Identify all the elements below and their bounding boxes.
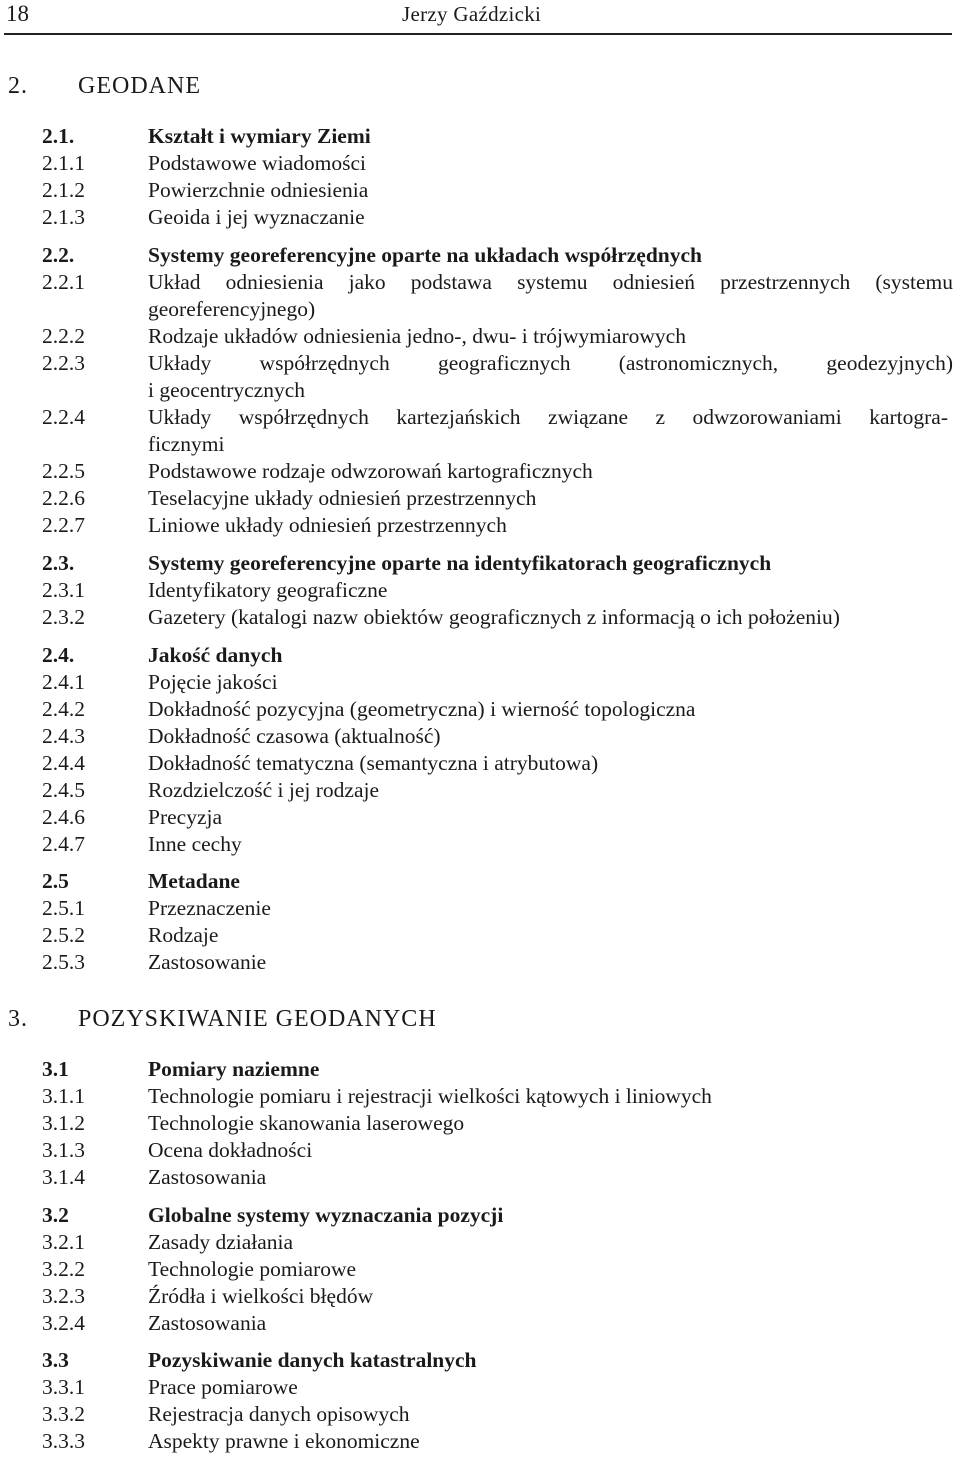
toc-title: Liniowe układy odniesień przestrzennych: [148, 513, 507, 537]
toc-number: 2.4.6: [42, 805, 85, 829]
toc-title: Źródła i wielkości błędów: [148, 1284, 374, 1308]
toc-title-continuation: ficznymi: [148, 432, 225, 456]
toc-number: 2.5.1: [42, 896, 85, 920]
toc-title: Teselacyjne układy odniesień przestrzennych: [148, 486, 537, 510]
toc-number: 2.1.1: [42, 151, 85, 175]
toc-title-continuation: georeferencyjnego): [148, 297, 316, 321]
toc-title: Gazetery (katalogi nazw obiektów geograficznych z informacją o ich położeniu): [148, 605, 840, 629]
toc-title: Technologie pomiarowe: [148, 1257, 357, 1281]
toc-title: Technologie skanowania laserowego: [148, 1111, 465, 1135]
toc-number: 3.1.4: [42, 1165, 85, 1189]
toc-number: 2.5: [42, 869, 69, 893]
toc-title: Dokładność czasowa (aktualność): [148, 724, 441, 748]
toc-title: POZYSKIWANIE GEODANYCH: [78, 1006, 437, 1032]
toc-number: 2.: [8, 73, 28, 99]
toc-title-line: Układy współrzędnych kartezjańskich związane z odwzorowaniami kartogra-: [148, 405, 948, 429]
toc-title: Dokładność pozycyjna (geometryczna) i wierność topologiczna: [148, 697, 696, 721]
toc-title: Pojęcie jakości: [148, 670, 278, 694]
running-title: Jerzy Gaździcki: [402, 2, 542, 26]
running-head: [0, 0, 960, 36]
toc-title: [148, 350, 953, 377]
toc-number: 2.2.2: [42, 324, 85, 348]
toc-title: Pomiary naziemne: [148, 1057, 320, 1081]
toc-number: 2.4.5: [42, 778, 85, 802]
toc-title-continuation: i geocentrycznych: [148, 378, 305, 402]
toc-number: 2.2.6: [42, 486, 85, 510]
toc-title: Metadane: [148, 869, 240, 893]
toc-title: Podstawowe rodzaje odwzorowań kartograficznych: [148, 459, 593, 483]
toc-number: 2.3.: [42, 551, 75, 575]
toc-number: 3.1.2: [42, 1111, 85, 1135]
toc-number: 2.3.1: [42, 578, 85, 602]
toc-title: Rodzaje układów odniesienia jedno-, dwu- i trójwymiarowych: [148, 324, 686, 348]
toc-number: 2.2.: [42, 243, 75, 267]
toc-number: 2.1.3: [42, 205, 85, 229]
toc-title: Inne cechy: [148, 832, 242, 856]
toc-title: Geoida i jej wyznaczanie: [148, 205, 365, 229]
toc-number: 2.4.3: [42, 724, 85, 748]
toc-number: 3.1: [42, 1057, 69, 1081]
toc-number: 2.4.2: [42, 697, 85, 721]
toc-title: [148, 404, 948, 431]
toc-number: 3.2.3: [42, 1284, 85, 1308]
toc-title: Zastosowania: [148, 1165, 267, 1189]
toc-number: 2.4.: [42, 643, 75, 667]
toc-number: 2.1.: [42, 124, 75, 148]
toc-number: 3.3.3: [42, 1429, 85, 1453]
toc-title: Zastosowanie: [148, 950, 267, 974]
toc-title: Technologie pomiaru i rejestracji wielkości kątowych i liniowych: [148, 1084, 712, 1108]
toc-title: Podstawowe wiadomości: [148, 151, 366, 175]
toc-number: 2.5.3: [42, 950, 85, 974]
toc-title: Ocena dokładności: [148, 1138, 313, 1162]
toc-number: 3.3.1: [42, 1375, 85, 1399]
toc-number: 2.2.1: [42, 270, 85, 294]
toc-number: 3.2: [42, 1203, 69, 1227]
toc-number: 2.5.2: [42, 923, 85, 947]
toc-title: Rejestracja danych opisowych: [148, 1402, 410, 1426]
toc-number: 2.1.2: [42, 178, 85, 202]
toc-title: Identyfikatory geograficzne: [148, 578, 388, 602]
toc-number: 2.4.4: [42, 751, 85, 775]
toc-number: 3.2.1: [42, 1230, 85, 1254]
toc-title: Kształt i wymiary Ziemi: [148, 124, 371, 148]
toc-number: 2.2.4: [42, 405, 85, 429]
toc-title: GEODANE: [78, 73, 201, 99]
toc-title-line: Układ odniesienia jako podstawa systemu odniesień przestrzennych (systemu: [148, 270, 953, 294]
toc-number: 3.2.2: [42, 1257, 85, 1281]
toc-title: Aspekty prawne i ekonomiczne: [148, 1429, 420, 1453]
toc-number: 2.2.5: [42, 459, 85, 483]
toc-title: Zastosowania: [148, 1311, 267, 1335]
toc-title: Zasady działania: [148, 1230, 294, 1254]
toc-number: 3.1.3: [42, 1138, 85, 1162]
toc-title: Rodzaje: [148, 923, 219, 947]
toc-title: Powierzchnie odniesienia: [148, 178, 369, 202]
toc-title: Prace pomiarowe: [148, 1375, 298, 1399]
toc-title: Pozyskiwanie danych katastralnych: [148, 1348, 477, 1372]
toc-number: 2.3.2: [42, 605, 85, 629]
toc-number: 3.1.1: [42, 1084, 85, 1108]
toc-number: 2.2.3: [42, 351, 85, 375]
toc-number: 2.4.1: [42, 670, 85, 694]
toc-number: 3.: [8, 1006, 28, 1032]
toc-number: 3.3.2: [42, 1402, 85, 1426]
toc-title: Systemy georeferencyjne oparte na identyfikatorach geograficznych: [148, 551, 772, 575]
toc-title: Jakość danych: [148, 643, 283, 667]
page-number: 18: [6, 1, 29, 26]
toc-title: Systemy georeferencyjne oparte na układach współrzędnych: [148, 243, 702, 267]
toc-title: [148, 269, 953, 296]
toc-title: Przeznaczenie: [148, 896, 271, 920]
toc-title: Precyzja: [148, 805, 223, 829]
header-rule: [4, 33, 952, 35]
toc-number: 3.2.4: [42, 1311, 85, 1335]
toc-title: Dokładność tematyczna (semantyczna i atrybutowa): [148, 751, 599, 775]
toc-title: Globalne systemy wyznaczania pozycji: [148, 1203, 504, 1227]
toc-number: 2.2.7: [42, 513, 85, 537]
toc-title: Rozdzielczość i jej rodzaje: [148, 778, 380, 802]
toc-number: 3.3: [42, 1348, 69, 1372]
toc-title-line: Układy współrzędnych geograficznych (astronomicznych, geodezyjnych): [148, 351, 953, 375]
toc-number: 2.4.7: [42, 832, 85, 856]
